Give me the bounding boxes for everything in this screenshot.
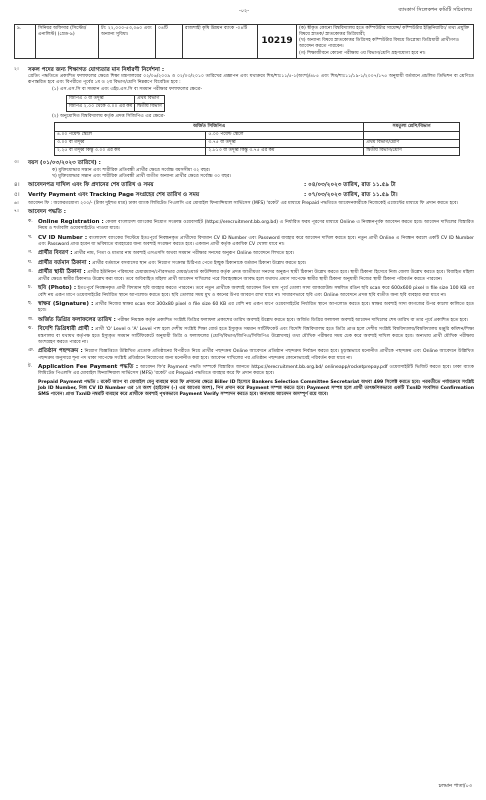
item-text: প্রার্থীর বর্তমানে বসবাসের স্থান এবং নিয়োগ সংক্রান্ত চিঠিপত্র পেতে ইচ্ছুক ঠিকানাকে বর্তমান ঠিকানা উল্লেখ করতে হবে। bbox=[92, 260, 307, 266]
page-number: -০২- bbox=[238, 8, 250, 14]
table-cell bbox=[364, 131, 460, 139]
item-heading: অর্জিত ডিগ্রির ফলাফলের তারিখ : bbox=[38, 316, 116, 323]
item-heading: ছবি (Photo) : bbox=[38, 285, 77, 292]
list-item bbox=[28, 235, 474, 249]
cgpa-table bbox=[54, 122, 460, 156]
item-body bbox=[38, 301, 474, 315]
item-marker: ঙ. bbox=[28, 269, 33, 275]
section-title: সকল পদের জন্য শিক্ষাগত যোগ্যতার মান নির্ধারণী নির্দেশনা : bbox=[28, 66, 165, 73]
item-heading: প্রার্থীর স্থায়ী ঠিকানা : bbox=[38, 269, 86, 276]
item-marker: ঝ. bbox=[28, 326, 33, 332]
item-heading: প্রার্থীর বিবরণ : bbox=[38, 250, 73, 257]
item-marker: ঞ. bbox=[28, 348, 35, 354]
section-4 bbox=[14, 182, 474, 190]
list-item bbox=[28, 260, 474, 268]
item-heading: স্বাক্ষর (Signature) : bbox=[38, 300, 94, 307]
subitem-2: (২) অনুমোদিত বিশ্ববিদ্যালয় কর্তৃক প্রদত্ত সিজিপিএ এর ক্ষেত্রে- bbox=[52, 114, 166, 120]
item-marker: চ. bbox=[28, 285, 32, 291]
age-b: খ) মুক্তিযোদ্ধার সন্তান এবং শারীরিক প্রতিবন্ধী প্রার্থী ব্যতীত অন্যান্য প্রার্থীর ক্ষেত্রে সর্বোচ্চ ৩০ বছর। bbox=[52, 173, 232, 179]
post-code: 10219 bbox=[258, 24, 297, 58]
table-row bbox=[67, 103, 165, 111]
item-body bbox=[38, 326, 474, 346]
section-title: আবেদন পদ্ধতি : bbox=[28, 209, 66, 216]
req-b: (খ) অন্যান্য বিষয়ে স্নাতকোত্তর ডিগ্রিসহ কম্পিউটার বিষয়ে ডিপ্লোমা ডিগ্রিধারী প্রার্থীগণও আবেদন করতে পারবেন। bbox=[299, 38, 460, 50]
deadline-value: : ০৪/০৩/২০২৩ তারিখ, রাত ১১.৫৯ টা bbox=[304, 182, 396, 189]
table-header-row bbox=[55, 123, 460, 131]
item-body bbox=[38, 219, 474, 233]
list-item bbox=[28, 269, 474, 283]
section-3 bbox=[14, 160, 474, 180]
table-cell: প্রথম বিভাগ bbox=[135, 95, 165, 103]
item-heading: Online Registration : bbox=[38, 218, 104, 225]
section-title: বয়স (০১/০৩/২০২৩ তারিখে) : bbox=[28, 160, 101, 167]
section-number: ৭। bbox=[14, 209, 19, 215]
table-cell: জিপিএ ৩ বা তদূর্ধ্ব bbox=[67, 95, 135, 103]
item-text: কেবল বাংলাদেশ ব্যাংকের নিয়োগ সংক্রান্ত ওয়েবসাইট (https://erecruitment.bb.org.bd) এ নির্ধারিত ফরম পূরণের মাধ্যমে Online এ নিবন্ধনপূর্বক আবেদন করতে হবে। আবেদন দাখিলের বিস্তারিত নিয়ম ও শর্তাবলি ওয়েবসাইটেও পাওয়া যাবে। bbox=[38, 219, 474, 232]
item-marker: ঘ. bbox=[28, 259, 33, 265]
item-marker: গ. bbox=[28, 250, 33, 256]
post-bank: রাজশাহী কৃষি উন্নয়ন ব্যাংক -০৪টি bbox=[183, 24, 258, 58]
item-heading: Application Fee Payment পদ্ধতি : bbox=[38, 363, 139, 370]
post-pay: টা: ২২,০০০-৫৩,০৬০ এবং অন্যান্য সুবিধা। bbox=[99, 24, 156, 58]
table-cell: প্রথম বিভাগ/শ্রেণি bbox=[364, 139, 460, 147]
item-body bbox=[38, 250, 474, 258]
req-a: (ক) স্বীকৃত কোনো বিশ্ববিদ্যালয় হতে কম্পিউটার সায়েন্স/ কম্পিউটার ইঞ্জিনিয়ারিং/ তথ্য প্রযুক্তি বিষয়ে স্নাতক/ স্নাতকোত্তর ডিগ্রিধারী; bbox=[299, 25, 470, 37]
table-cell: ৩.০০ বা তদূর্ধ্ব bbox=[55, 139, 206, 147]
section-number: ৩। bbox=[14, 160, 19, 166]
item-marker: খ. bbox=[28, 234, 33, 240]
post-table bbox=[14, 24, 474, 59]
item-body bbox=[38, 260, 474, 268]
column-header: অর্জিত সিজিপিএ bbox=[55, 123, 364, 131]
list-item bbox=[28, 219, 474, 233]
item-text: নিয়োগ বিজ্ঞপ্তিতে উল্লিখিত প্রত্যেক প্রতিষ্ঠানের বিপরীতে নিয়ে প্রার্থীর পছন্দক্রম Online আবেদনে প্রতিষ্ঠান পছন্দক্রম নির্বাচন করতে হবে। চূড়ান্তভাবে মনোনীত প্রার্থীকে পছন্দক্রম এবং Online আবেদনে উল্লিখিত পছন্দক্রম অনুসারে শূন্য পদ থাকা সাপেক্ষে সংশ্লিষ্ট প্রতিষ্ঠানে নিয়োগের জন্য মনোনীত করা হবে। আবেদন দাখিলের পর প্রতিষ্ঠান পছন্দক্রম কোনোভাবেই পরিবর্তন করা যাবে না। bbox=[38, 349, 474, 361]
item-body bbox=[38, 269, 474, 283]
list-item bbox=[28, 250, 474, 258]
item-text: প্রার্থীর ইউনিয়ন পরিষদের চেয়ারম্যান/পৌরসভার মেয়র/ওয়ার্ড কাউন্সিলর কর্তৃক প্রদত্ত জাতীয়তা সনদের অনুরূপ স্থায়ী ঠিকানা উল্লেখ করতে হবে। স্থায়ী ঠিকানা হিসেবে নিজ জেলা উল্লেখ করতে হবে। বিবাহিত মহিলা প্রার্থীর ক্ষেত্রে স্বামীর ঠিকানাও উল্লেখ করা যাবে। তবে অবিবাহিত মহিলা প্রার্থী আবেদন দাখিলের পরে বিবাহবন্ধনে আবদ্ধ হলে যথাযথ প্রমাণ সাপেক্ষে স্বামীর স্থায়ী ঠিকানা অনুযায়ী নিজের স্থায়ী ঠিকানা পরিবর্তন করতে পারবেন। bbox=[38, 270, 474, 282]
table-cell: দ্বিতীয় বিভাগ bbox=[135, 103, 165, 111]
item-body bbox=[38, 285, 474, 299]
section-6 bbox=[14, 201, 474, 207]
table-cell: দ্বিতীয় বিভাগ/শ্রেণি bbox=[364, 147, 460, 155]
gpa-table bbox=[66, 95, 165, 112]
item-text: বাংলাদেশ ব্যাংকের সিস্টেমে ইতঃপূর্বে নিবন্ধনকৃত প্রার্থীদের বিদ্যমান CV ID Number এবং Password ব্যবহার করে আবেদন দাখিল করতে হবে। নতুন প্রার্থী Online এ নিবন্ধন করলে একটি CV ID Number এবং Password প্রাপ্ত হবেন যা ভবিষ্যতে ব্যবহারের জন্য অবশ্যই সংরক্ষণ করতে হবে। একজন প্রার্থী কর্তৃক একাধিক CV খোলা যাবে না। bbox=[38, 235, 474, 248]
req-c: (গ) শিক্ষাজীবনে কোনো পরীক্ষায় ৩য় বিভাগ/শ্রেণি গ্রহণযোগ্য হবে না। bbox=[299, 50, 426, 56]
application-steps bbox=[28, 219, 474, 378]
verify-label: Verify Payment এবং Tracking Page সংগ্রহের শেষ তারিখ ও সময় bbox=[28, 191, 200, 198]
item-marker: ছ. bbox=[28, 300, 33, 306]
item-text: প্রার্থীর নিজের স্বাক্ষর scan করে 300x80 pixel ও file size 60 KB এর বেশি নয় এরূপ মাপে ওয়েবসাইটের নির্ধারিত স্থানে আপলোড করতে হবে। স্বাক্ষর অবশ্যই সাদা কাগজের উপর কালো কালিতে হতে হবে। bbox=[38, 301, 474, 314]
table-cell: ২.২৫ বা তদূর্ধ্ব কিন্তু ৩.০০ এর কম bbox=[55, 147, 206, 155]
prepaid-method: Prepaid Payment পদ্ধতি : রকেট অ্যাপ বা মোবাইল মেনু ব্যবহার করে ফি প্রদানের ক্ষেত্রে Biller ID হিসেবে Bankers Selection Committee Secretariat অথবা 499 সিলেক্ট করতে হবে। পরবর্তীতে পর্যায়ক্রমে সংশ্লিষ্ট Job ID Number, নিজ CV ID Number এর ১ম অংশ (হাইফেন (-) এর আগের অংশ), পিন প্রদান করে Payment সম্পন্ন করতে হবে। Payment সম্পন্ন হলে প্রার্থী তাৎক্ষণিকভাবে একটি TxnID সংবলিত Confirmation SMS পাবেন। প্রাপ্ত TxnID নম্বরটি ব্যবহার করে প্রার্থীকে অবশ্যই পৃথকভাবে Payment Verify সম্পাদন করতে হবে। অন্যথায় আবেদন অসম্পূর্ণ রয়ে যাবে। bbox=[38, 379, 474, 397]
list-item bbox=[28, 348, 474, 362]
item-body bbox=[38, 364, 474, 378]
verify-value: : ০৭/০৩/২০২৩ তারিখ, রাত ১১.৫৯ টা। bbox=[304, 191, 398, 198]
subitem-1: (১) এস.এস.সি বা সমমান এবং এইচ.এস.সি বা সমমান পরীক্ষার ফলাফলের ক্ষেত্রে- bbox=[52, 86, 203, 92]
item-body bbox=[38, 348, 474, 362]
item-text: পরীক্ষা নিয়ন্ত্রক কর্তৃক প্রকাশিত সংশ্লিষ্ট ডিগ্রির ফলাফল প্রকাশের তারিখ অবশ্যই উল্লেখ করতে হবে। অর্জিত ডিগ্রির ফলাফল অবশ্যই আবেদন দাখিলের শেষ তারিখ বা তার পূর্বে প্রকাশিত হতে হবে। bbox=[117, 317, 469, 323]
post-name: সিনিয়র অফিসার (সিস্টেম/ এনালিস্ট) (গ্রেড-৯) bbox=[36, 24, 99, 58]
section-7 bbox=[14, 209, 474, 398]
post-sl: ৯. bbox=[15, 24, 36, 58]
section-text: গ্রেডিং পদ্ধতিতে প্রকাশিত ফলাফলের ক্ষেত্রে শিক্ষা মন্ত্রণালয়ের ০২/০৬/২০০৯ ও ০২/০৩/২০১০ তারিখের প্রজ্ঞাপন এবং যথাক্রমে শিম/শাঃ১১/৫-১(অংশ)/৪৮৫ এবং শিম/শাঃ১১/১৯-১/২০০৭/১৭৫ অনুযায়ী বর্তমানে প্রচলিত ডিভিশন বা শ্রেণিতে রূপান্তরিত হবে এবং বিপরীতে পূর্বের ১ম ও ২য় বিভাগ/শ্রেণি নিম্নরূপে বিবেচিত হবে : bbox=[28, 74, 474, 86]
table-row bbox=[67, 95, 165, 103]
item-heading: CV ID Number : bbox=[38, 234, 88, 241]
item-marker: জ. bbox=[28, 316, 34, 322]
table-cell: জিপিএ ২.০০ থেকে ৩.০০ এর কম bbox=[67, 103, 135, 111]
item-body bbox=[38, 317, 474, 325]
table-row bbox=[55, 147, 460, 155]
post-qty: ০৪টি bbox=[156, 24, 183, 58]
table-cell: ৫.০০ পয়েন্ট স্কেলে bbox=[206, 131, 364, 139]
section-2 bbox=[14, 67, 474, 158]
section-number: ৪। bbox=[14, 182, 20, 189]
section-number: ৫। bbox=[14, 191, 20, 198]
item-text: আবেদন ফি'র Payment পদ্ধতি সম্পর্কে বিস্তারিত জানতে https://erecruitment.bb.org.bd/ onlineapp/rocketprepay.pdf ওয়েবসাইটটি ভিজিট করতে হবে। ঢাকা ব্যাংক লিমিটেড পিএলসি এর মোবাইল ফিন্যান্সিয়াল সার্ভিসেস (MFS) 'রকেট' এর Prepaid পদ্ধতিতে ব্যবহার করে ফি প্রদান করতে হবে। bbox=[38, 364, 474, 377]
list-item bbox=[28, 364, 474, 378]
table-row bbox=[55, 139, 460, 147]
column-header: সমতুল্য শ্রেণি/বিভাগ bbox=[364, 123, 460, 131]
age-a: ক) মুক্তিযোদ্ধার সন্তান এবং শারীরিক প্রতিবন্ধী প্রার্থীর ক্ষেত্রে সর্বোচ্চ বয়সসীমা ৩২ বছর। bbox=[52, 167, 211, 173]
item-text: প্রার্থী 'O' Level ও 'A' Level পাশ হলে দেশীয় সংশ্লিষ্ট শিক্ষা বোর্ড হতে ইস্যুকৃত সমমান সার্টিফিকেট এবং বিদেশি বিশ্ববিদ্যালয় হতে ডিগ্রি প্রাপ্ত হলে দেশীয় সংশ্লিষ্ট বিশ্ববিদ্যালয়/বিশ্ববিদ্যালয় মঞ্জুরি কমিশন/শিক্ষা মন্ত্রণালয় বা যথাযথ কর্তৃপক্ষ হতে ইস্যুকৃত সমমান সার্টিফিকেটে অনুযায়ী ডিগ্রি ও ফলাফলের (শ্রেণি/বিভাগ/জিপিএ/সিজিপিএ উল্লেখসহ) তথ্য মৌখিক পরীক্ষার সময় চেক করে অবশ্যই দাখিল করতে হবে। অন্যথায় প্রার্থী মৌখিক পরীক্ষায় অংশগ্রহণ করতে পারবে না। bbox=[38, 327, 474, 345]
table-cell: ৪.০০ পয়েন্ট স্কেলে bbox=[55, 131, 206, 139]
section-number: ২। bbox=[14, 66, 19, 72]
table-cell: ২.৮১৩ বা তদূর্ধ্ব কিন্তু ৩.৭৫ এর কম bbox=[206, 147, 364, 155]
list-item bbox=[28, 285, 474, 299]
table-row bbox=[15, 24, 474, 58]
item-heading: বিদেশি ডিগ্রিধারী প্রার্থী : bbox=[38, 326, 94, 333]
section-number: ৬। bbox=[14, 201, 19, 207]
item-text: প্রার্থীর নাম, পিতা ও মাতার নাম অবশ্যই এসএসসি অথবা সমমান পরীক্ষার সনদের অনুরূপ Online আবেদনে লিখতে হবে। bbox=[73, 251, 295, 257]
list-item bbox=[28, 326, 474, 346]
item-body bbox=[38, 235, 474, 249]
table-cell: ৩.৭৫ বা তদূর্ধ্ব bbox=[206, 139, 364, 147]
list-item bbox=[28, 301, 474, 315]
continued-note: চলমান পাতা/০৩ bbox=[438, 783, 472, 790]
deadline-label: আবেদনপত্র দাখিল এবং ফি প্রদানের শেষ তারিখ ও সময় bbox=[28, 182, 154, 189]
item-marker: ট. bbox=[28, 363, 32, 369]
item-marker: ক. bbox=[28, 218, 33, 224]
fee-text: আবেদন ফি : অফেরতযোগ্য ২০০/- (টাকা দুইশত মাত্র) ঢাকা ব্যাংক লিমিটেড পিএলসি এর মোবাইল ফিন্যান্সিয়াল সার্ভিসেস (MFS) 'রকেট' এর মাধ্যমে Prepaid পদ্ধতিতে আবেদনকারীকে নিজেকেই এজেন্টের মাধ্যমে ফি প্রদান করতে হবে। bbox=[28, 201, 459, 207]
table-row bbox=[55, 131, 460, 139]
list-item bbox=[28, 317, 474, 325]
item-text: ইতঃপূর্বে নিবন্ধনকৃত প্রার্থী বিদ্যমান ছবি ব্যবহার করতে পারবেন। তবে নতুন প্রার্থীকে অবশ্যই আবেদন তিন মাস পূর্বে তোলা সাদা ব্যাকগ্রাউন্ড সম্বলিত রঙিন ছবি scan করে 600x600 pixel ও file size 100 KB এর বেশি নয় এরূপ মাপে ওয়েবসাইটের নির্ধারিত স্থানে আপলোড করতে হবে। ছবি তোলার সময় মুখ ও কানের উপর আবরণ রাখা যাবে না। সাধারণভাবে ছবি এবং Online আবেদনে প্রদত্ত ছবি ব্যতীত অন্য ছবি ব্যবহার করা যাবে না। bbox=[38, 286, 475, 298]
item-heading: প্রতিষ্ঠান পছন্দক্রম : bbox=[38, 348, 83, 355]
item-heading: প্রার্থীর বর্তমান ঠিকানা : bbox=[38, 259, 91, 266]
post-requirements bbox=[297, 24, 474, 58]
org-header: ব্যাংকার্স সিলেকশন কমিটি সচিবালয় bbox=[398, 7, 472, 13]
section-5 bbox=[14, 192, 474, 200]
